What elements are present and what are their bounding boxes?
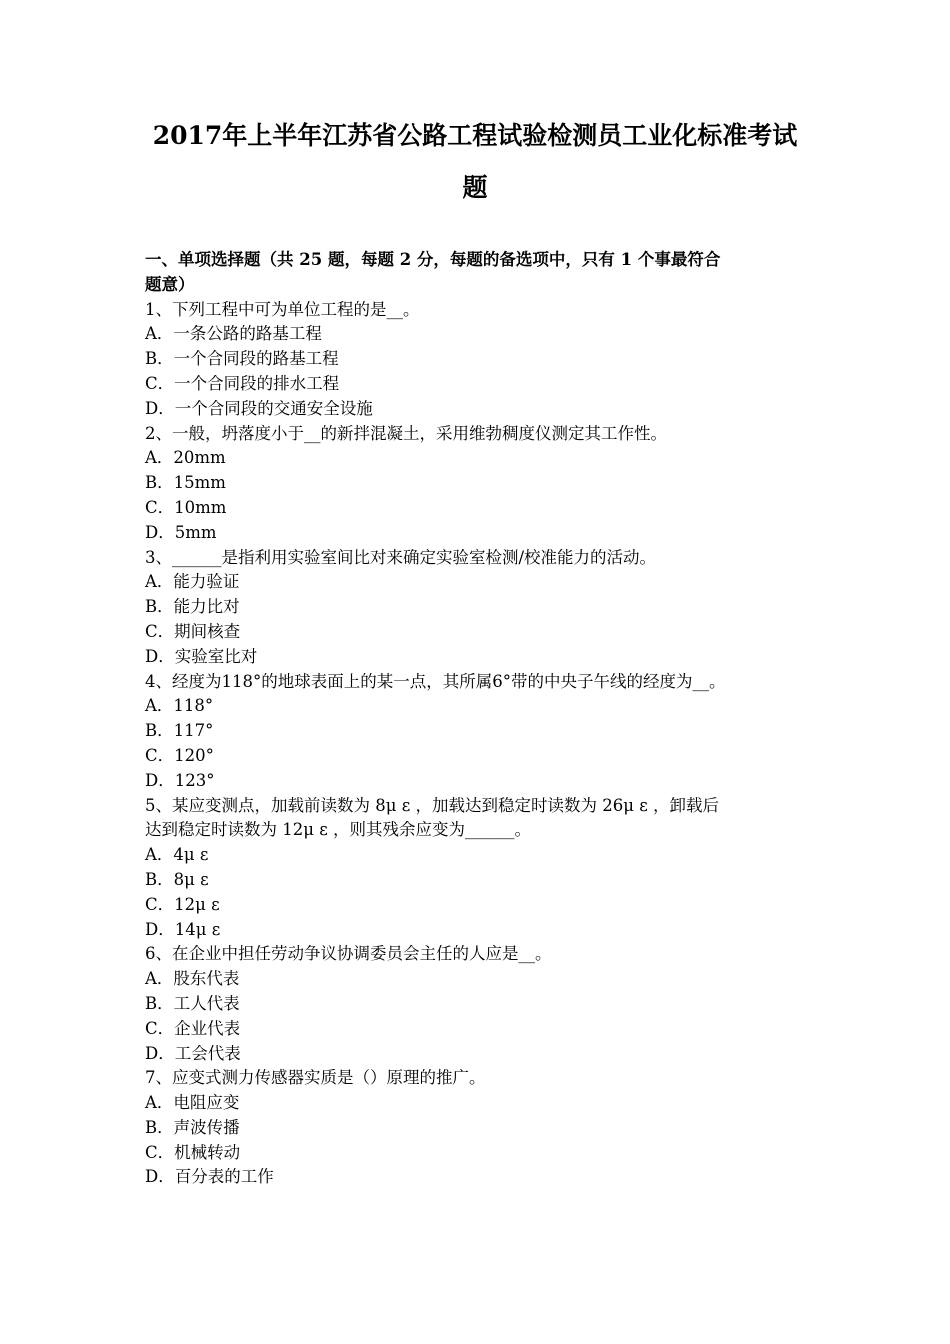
question-5-stem-continued: 达到稳定时读数为 12μ ε ，则其残余应变为______。	[145, 820, 532, 840]
question-1-option-a: A．一条公路的路基工程	[145, 324, 322, 344]
section-heading-continued: 题意）	[145, 274, 195, 294]
question-4-option-a: A．118°	[145, 696, 214, 716]
question-2-option-b: B．15mm	[145, 473, 226, 493]
question-2-option-c: C．10mm	[145, 497, 227, 517]
question-3-option-d: D．实验室比对	[145, 646, 258, 666]
question-5-option-d: D．14μ ε	[145, 919, 221, 939]
question-1-stem: 1、下列工程中可为单位工程的是__。	[145, 299, 420, 319]
question-3-option-b: B．能力比对	[145, 597, 240, 617]
question-2-option-a: A．20mm	[145, 448, 226, 468]
question-2-option-d: D．5mm	[145, 522, 217, 542]
question-2-stem: 2、一般，坍落度小于__的新拌混凝土，采用维勃稠度仪测定其工作性。	[145, 423, 667, 443]
question-3-stem: 3、______是指利用实验室间比对来确定实验室检测/校准能力的活动。	[145, 547, 657, 567]
page-title-continued: 题	[462, 173, 488, 202]
question-7-option-a: A．电阻应变	[145, 1093, 240, 1113]
question-4-option-c: C．120°	[145, 745, 214, 765]
question-7-stem: 7、应变式测力传感器实质是（）原理的推广。	[145, 1068, 486, 1088]
question-6-option-d: D．工会代表	[145, 1043, 241, 1063]
question-3-option-c: C．期间核查	[145, 621, 241, 641]
question-5-option-c: C．12μ ε	[145, 894, 220, 914]
question-6-option-a: A．股东代表	[145, 969, 240, 989]
question-4-option-d: D．123°	[145, 770, 215, 790]
question-5-stem: 5、某应变测点，加载前读数为 8μ ε ，加载达到稳定时读数为 26μ ε ，卸载后	[145, 795, 720, 815]
question-7-option-d: D．百分表的工作	[145, 1167, 274, 1187]
question-1-option-c: C．一个合同段的排水工程	[145, 373, 340, 393]
question-6-option-c: C．企业代表	[145, 1018, 241, 1038]
question-5-option-b: B．8μ ε	[145, 869, 209, 889]
section-heading: 一、单项选择题（共 25 题，每题 2 分，每题的备选项中，只有 1 个事最符合	[145, 250, 721, 269]
question-6-stem: 6、在企业中担任劳动争议协调委员会主任的人应是__。	[145, 944, 552, 964]
question-7-option-b: B．声波传播	[145, 1117, 240, 1137]
question-1-option-b: B．一个合同段的路基工程	[145, 349, 339, 369]
question-7-option-c: C．机械转动	[145, 1142, 241, 1162]
question-3-option-a: A．能力验证	[145, 572, 240, 592]
question-4-option-b: B．117°	[145, 721, 214, 741]
question-1-option-d: D．一个合同段的交通安全设施	[145, 398, 373, 418]
question-4-stem: 4、经度为118°的地球表面上的某一点，其所属6°带的中央子午线的经度为__。	[145, 671, 726, 691]
page-title: 2017年上半年江苏省公路工程试验检测员工业化标准考试	[152, 121, 798, 150]
question-6-option-b: B．工人代表	[145, 993, 240, 1013]
document-body	[145, 248, 810, 1190]
question-5-option-a: A．4μ ε	[145, 845, 209, 865]
